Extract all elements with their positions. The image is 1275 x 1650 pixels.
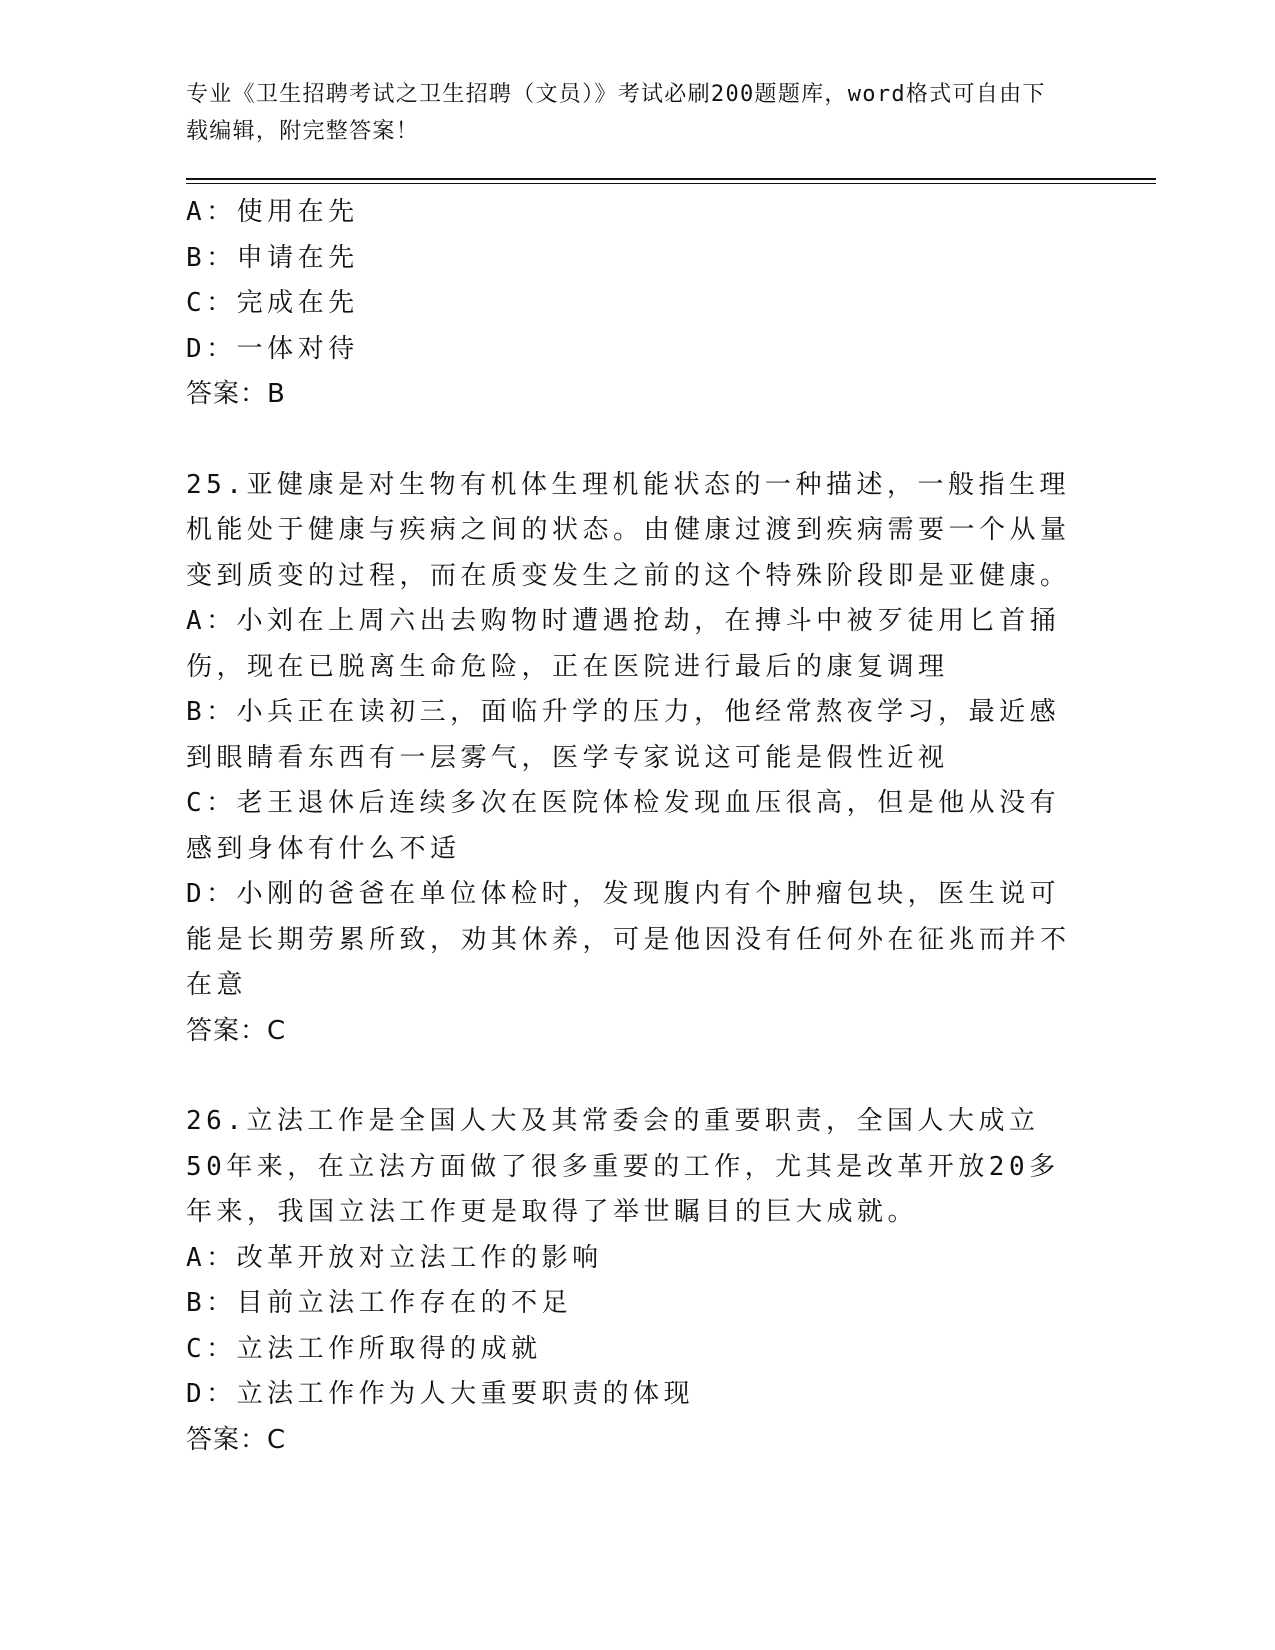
document-header: 专业《卫生招聘考试之卫生招聘（文员）》考试必刷200题题库，word格式可自由下载编辑，附完整答案！ [186, 82, 1046, 144]
spacer [186, 1054, 1086, 1099]
question-24 [186, 190, 1086, 418]
option-c: C：完成在先 [186, 288, 359, 318]
answer-line: 答案：C [186, 1015, 287, 1046]
document-body [186, 190, 1086, 1463]
option-a: A：小刘在上周六出去购物时遭遇抢劫，在搏斗中被歹徒用匕首捅伤，现在已脱离生命危险，正在医院进行最后的康复调理 [186, 606, 1061, 682]
header-rule-thin [186, 183, 1156, 184]
option-d: D：一体对待 [186, 333, 359, 364]
answer-line: 答案：B [186, 379, 286, 409]
question-25 [186, 463, 1086, 1055]
option-b: B：申请在先 [186, 242, 359, 273]
option-d: D：立法工作作为人大重要职责的体现 [186, 1379, 695, 1409]
option-b: B：目前立法工作存在的不足 [186, 1288, 573, 1318]
header-rule-thick [186, 178, 1156, 180]
option-d: D：小刚的爸爸在单位体检时，发现腹内有个肿瘤包块，医生说可能是长期劳累所致，劝其休养，可是他因没有任何外在征兆而并不在意 [186, 879, 1071, 1000]
question-stem: 25.亚健康是对生物有机体生理机能状态的一种描述，一般指生理机能处于健康与疾病之间的状态。由健康过渡到疾病需要一个从量变到质变的过程，而在质变发生之前的这个特殊阶段即是亚健康。 [186, 469, 1071, 591]
option-c: C：立法工作所取得的成就 [186, 1333, 542, 1364]
option-a: A：改革开放对立法工作的影响 [186, 1242, 603, 1273]
answer-line: 答案：C [186, 1424, 287, 1455]
option-a: A：使用在先 [186, 197, 359, 227]
option-c: C：老王退休后连续多次在医院体检发现血压很高，但是他从没有感到身体有什么不适 [186, 788, 1061, 864]
option-b: B：小兵正在读初三，面临升学的压力，他经常熬夜学习，最近感到眼睛看东西有一层雾气，医学专家说这可能是假性近视 [186, 697, 1061, 773]
spacer [186, 418, 1086, 463]
question-26 [186, 1099, 1086, 1463]
question-stem: 26.立法工作是全国人大及其常委会的重要职责，全国人大成立50年来，在立法方面做了很多重要的工作，尤其是改革开放20多年来，我国立法工作更是取得了举世瞩目的巨大成就。 [186, 1106, 1060, 1227]
